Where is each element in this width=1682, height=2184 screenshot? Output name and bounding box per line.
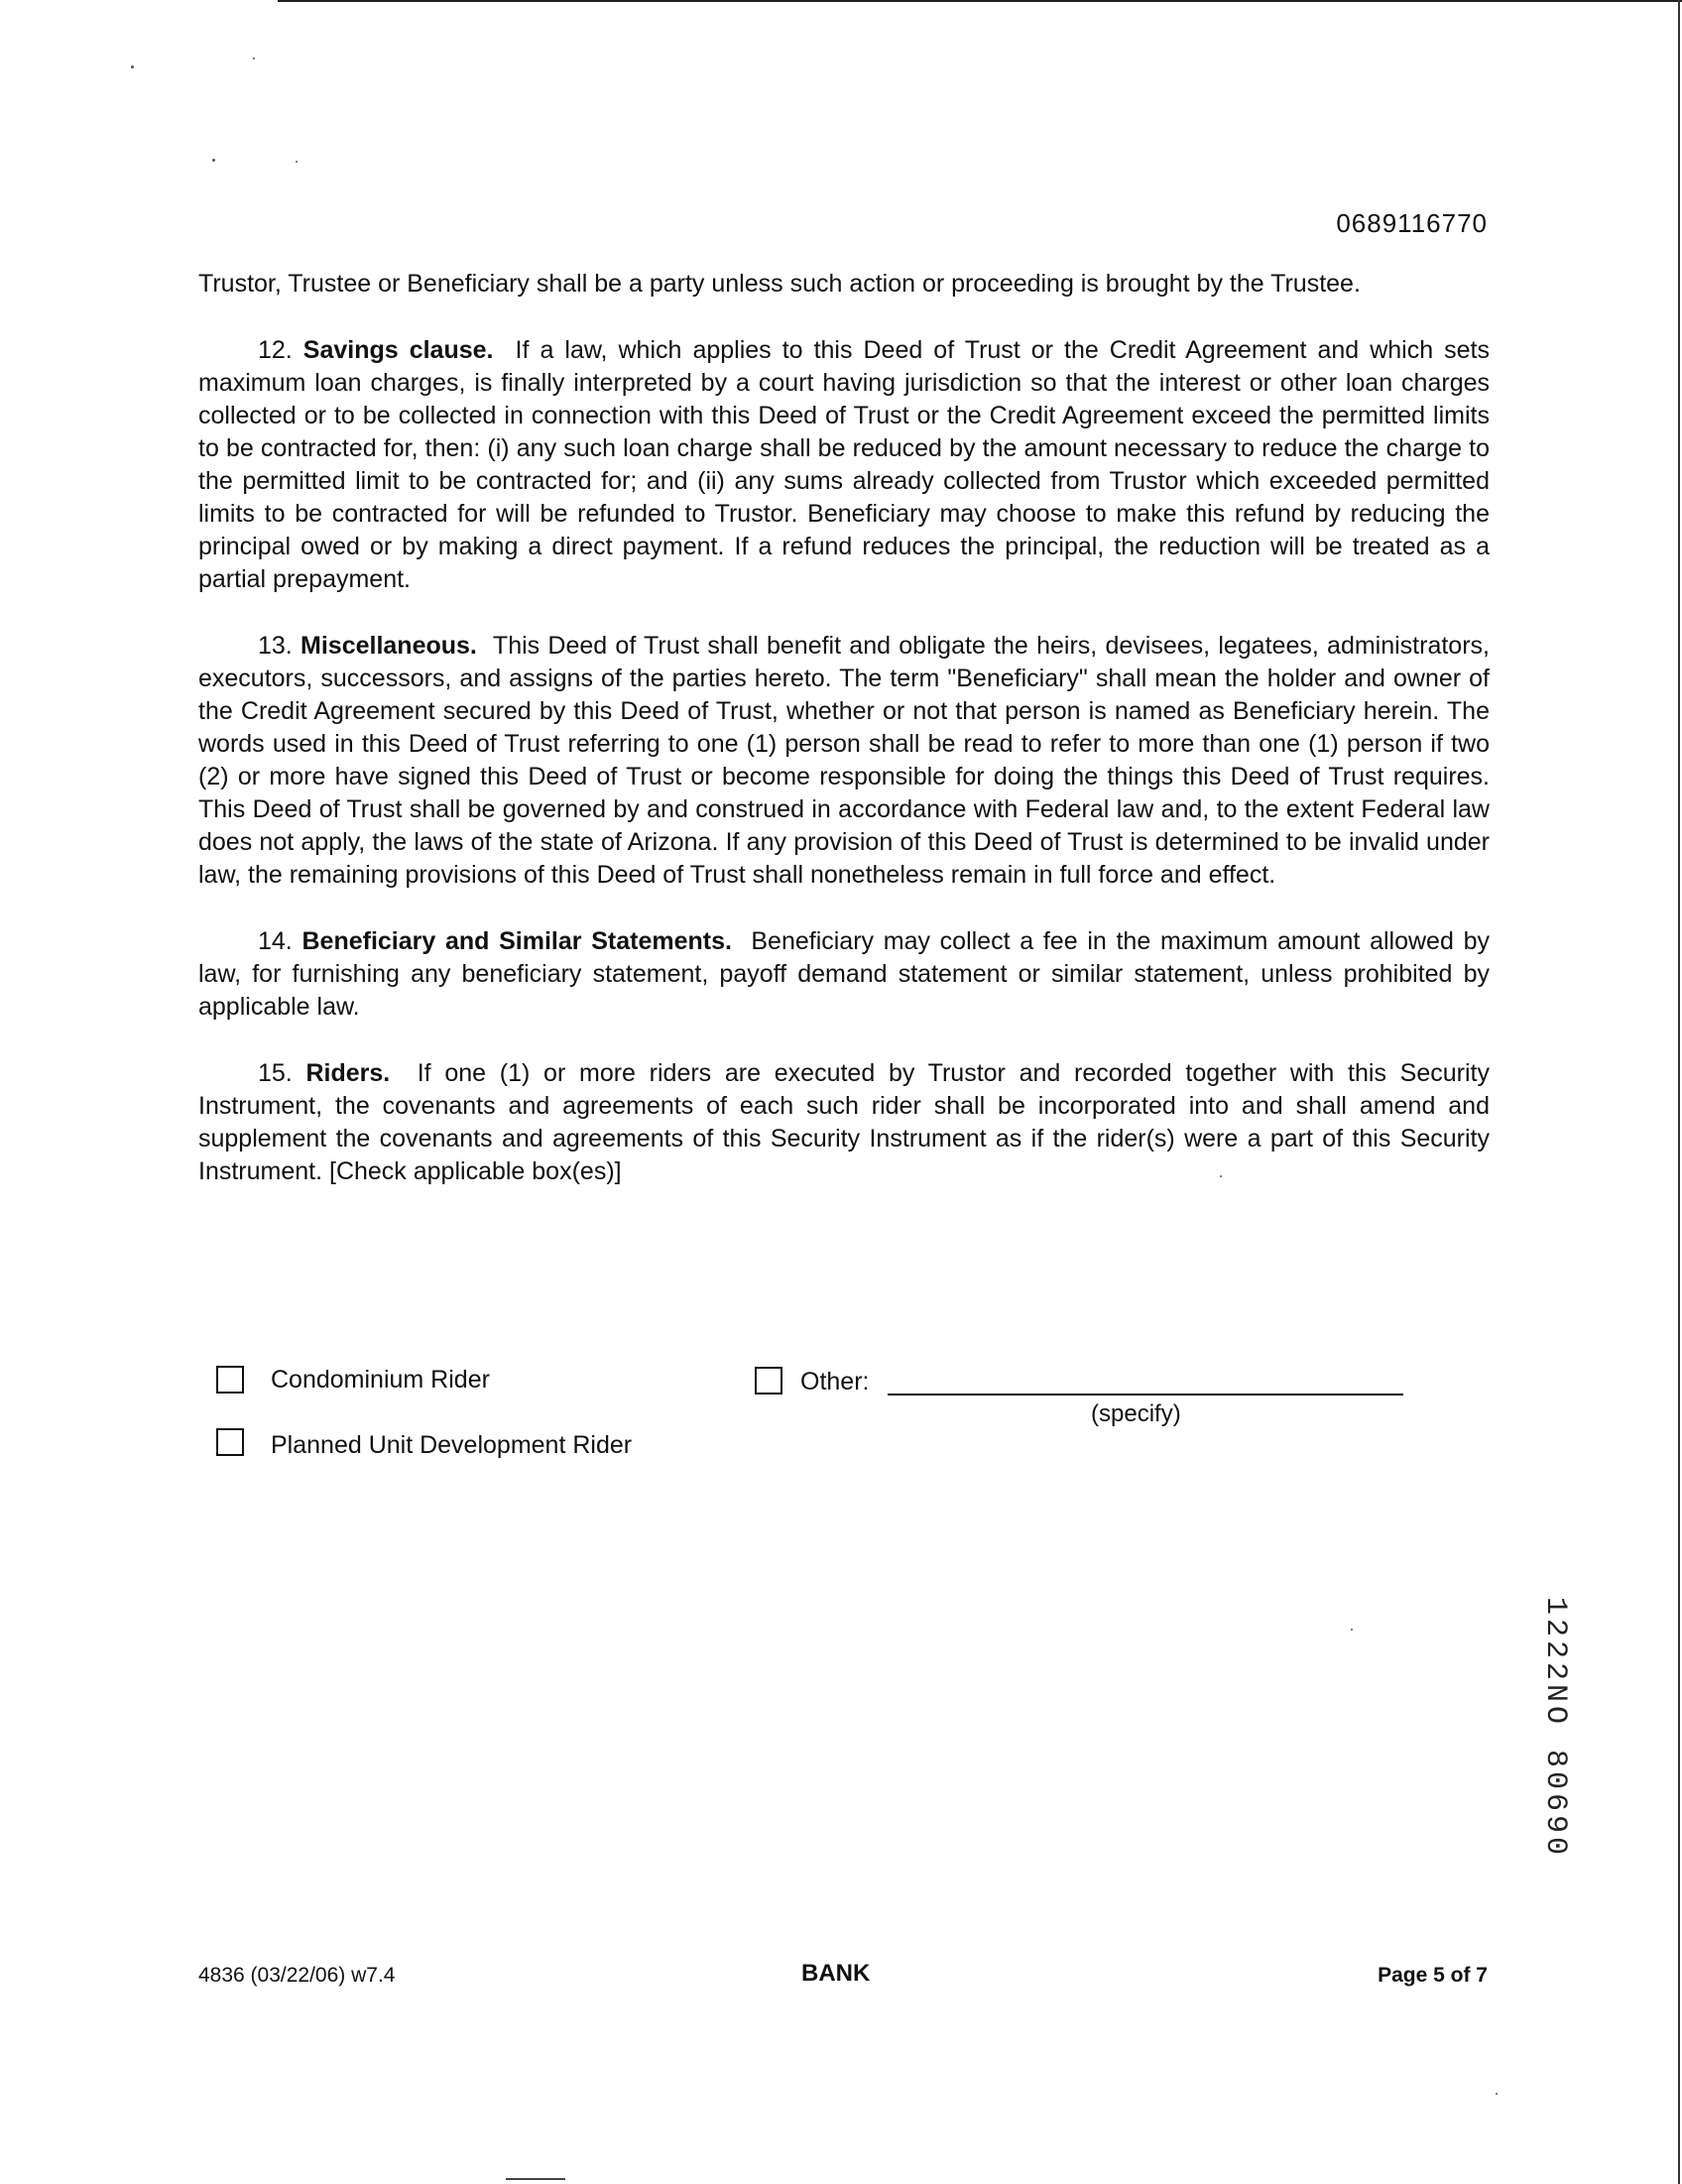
paragraph-continuation — [198, 268, 1490, 301]
page-indicator: Page 5 of 7 — [1378, 1964, 1488, 1987]
paragraph-text: If a law, which applies to this Deed of Trust or the Credit Agreement and which sets maximum loan charges, is finally interpreted by a court having jurisdiction so that the interest or other loan charges collected or to be collected in connection with this Deed of Trust or the Credit Agreement exceed the permitted limits to be contracted for, then: (i) any such loan charge shall be reduced by the amount necessary to reduce the charge to the permitted limit to be contracted for; and (ii) any sums already collected from Trustor which exceeded permitted limits to be contracted for will be refunded to Trustor. Beneficiary may choose to make this refund by reducing the principal owed or by making a direct payment. If a refund reduces the principal, the reduction will be treated as a partial prepayment. — [198, 336, 1490, 593]
pud-rider-label: Planned Unit Development Rider — [271, 1431, 633, 1459]
paragraph-miscellaneous — [198, 630, 1490, 892]
scan-speck — [131, 65, 134, 68]
paragraph-number: 12. — [258, 336, 293, 364]
paragraph-number: 14. — [258, 927, 293, 955]
paragraph-heading: Savings clause. — [302, 336, 494, 364]
form-identifier: 4836 (03/22/06) w7.4 — [198, 1964, 396, 1987]
recording-stamp-text: 1222NO 80690 — [1538, 1597, 1572, 1860]
paragraph-riders — [198, 1057, 1490, 1188]
specify-hint: (specify) — [1091, 1400, 1181, 1427]
paragraph-text: Beneficiary may collect a fee in the maximum amount allowed by law, for furnishing any beneficiary statement, payoff demand statement or similar statement, unless prohibited by applicable law. — [198, 927, 1490, 1021]
paragraph-text: This Deed of Trust shall benefit and obligate the heirs, devisees, legatees, administrators, executors, successors, and assigns of the parties hereto. The term "Beneficiary" shall mean the holder and owner of the Credit Agreement secured by this Deed of Trust, whether or not that person is named as Beneficiary herein. The words used in this Deed of Trust referring to one (1) person shall be read to refer to more than one (1) person if two (2) or more have signed this Deed of Trust or become responsible for doing the things this Deed of Trust requires. This Deed of Trust shall be governed by and construed in accordance with Federal law and, to the extent Federal law does not apply, the laws of the state of Arizona. If any provision of this Deed of Trust is determined to be invalid under law, the remaining provisions of this Deed of Trust shall nonetheless remain in full force and effect. — [198, 632, 1490, 889]
paragraph-heading: Beneficiary and Similar Statements. — [301, 927, 732, 955]
paragraph-number: 13. — [258, 632, 293, 660]
scan-speck — [212, 159, 215, 162]
paragraph-savings-clause — [198, 334, 1490, 596]
paragraph-text: Trustor, Trustee or Beneficiary shall be a party unless such action or proceeding is brought by the Trustee. — [198, 270, 1361, 298]
footer-bank-label: BANK — [801, 1960, 871, 1987]
pud-rider-checkbox[interactable] — [216, 1428, 244, 1456]
paragraph-beneficiary-statements — [198, 925, 1490, 1024]
recording-stamp — [1538, 1597, 1612, 1865]
scan-speck — [1220, 1175, 1222, 1177]
paragraph-text: If one (1) or more riders are executed by Trustor and recorded together with this Security Instrument, the covenants and agreements of each such rider shall be incorporated into and shall amend and supplement the covenants and agreements of this Security Instrument as if the rider(s) were a part of this Security Instrument. [Check applicable box(es)] — [198, 1059, 1490, 1185]
scan-speck — [1351, 1629, 1353, 1631]
paragraph-number: 15. — [258, 1059, 293, 1087]
condominium-rider-checkbox[interactable] — [216, 1366, 244, 1394]
scan-speck — [1496, 2093, 1498, 2095]
document-body — [198, 268, 1490, 1222]
other-rider-label: Other: — [800, 1368, 870, 1395]
scan-speck — [296, 161, 298, 163]
condominium-rider-label: Condominium Rider — [271, 1366, 490, 1394]
other-rider-checkbox[interactable] — [755, 1367, 782, 1395]
bottom-scan-mark — [506, 2178, 565, 2180]
paragraph-heading: Riders. — [305, 1059, 391, 1087]
top-border-line — [278, 0, 1682, 2]
right-border-line — [1678, 0, 1680, 2184]
paragraph-heading: Miscellaneous. — [300, 632, 477, 660]
scan-speck — [253, 58, 255, 60]
document-number: 0689116770 — [1336, 208, 1488, 238]
other-specify-line[interactable] — [888, 1394, 1403, 1395]
